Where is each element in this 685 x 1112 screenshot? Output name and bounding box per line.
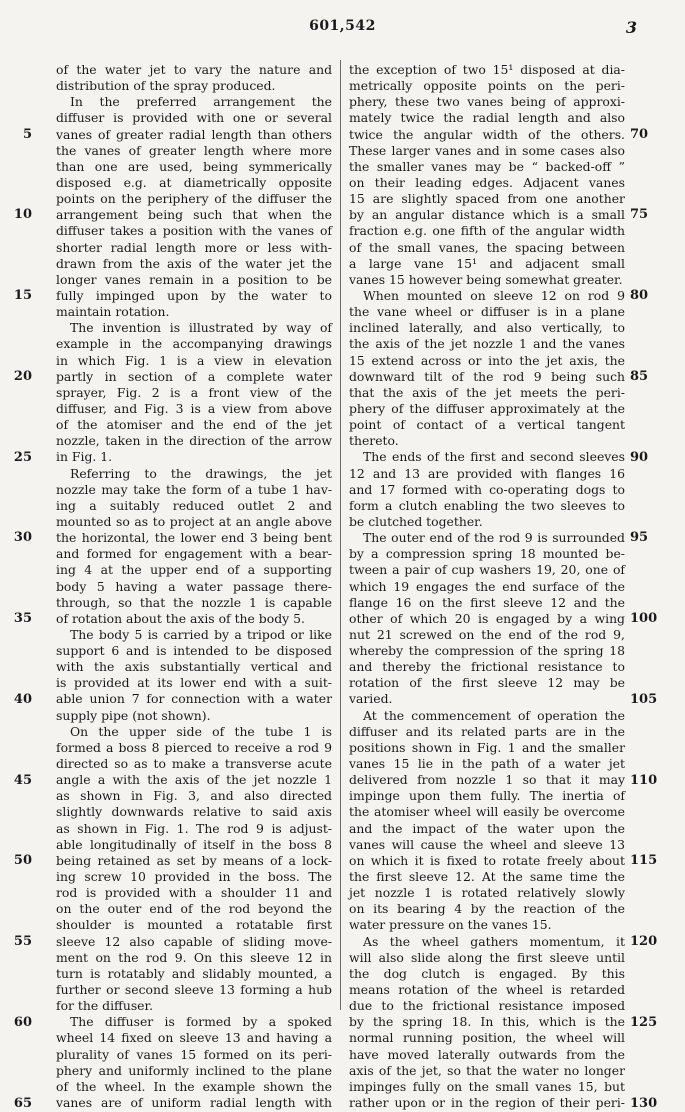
text-line: example in the accompanying drawings <box>56 336 332 352</box>
line-number: 5 <box>22 126 32 142</box>
text-line: diffuser is provided with one or several <box>56 110 332 126</box>
line-number: 40 <box>13 691 32 707</box>
text-line: further or second sleeve 13 forming a hub <box>56 982 332 998</box>
text-line: disposed e.g. at diametrically opposite <box>56 174 332 190</box>
text-line: sleeve 12 also capable of sliding move- <box>56 933 332 949</box>
text-line: ing 4 at the upper end of a supporting <box>56 562 332 578</box>
text-line: diffuser takes a position with the vanes of <box>56 223 332 239</box>
text-line: vanes are of uniform radial length with <box>56 1095 332 1110</box>
text-line: turn is rotatably and slidably mounted, a <box>56 965 332 981</box>
text-line: of the small vanes, the spacing between <box>349 239 625 255</box>
text-line: axis of the jet, so that the water no longer <box>349 1062 625 1078</box>
text-line: as shown in Fig. 3, and also directed <box>56 788 332 804</box>
text-line: The diffuser is formed by a spoked <box>70 1014 332 1030</box>
text-line: sprayer, Fig. 2 is a front view of the <box>56 384 332 400</box>
text-line: 15 are slightly spaced from one another <box>349 191 625 207</box>
right-text-column <box>349 62 625 1111</box>
text-line: diffuser and its related parts are in the <box>349 723 625 739</box>
text-line: means rotation of the wheel is retarded <box>349 982 625 998</box>
text-line: tween a pair of cup washers 19, 20, one of <box>349 562 625 578</box>
text-line: jet nozzle 1 is rotated relatively slowly <box>349 885 625 901</box>
line-number: 75 <box>630 207 649 223</box>
text-line: the smaller vanes may be “ backed-off ” <box>349 158 625 174</box>
text-line: The outer end of the rod 9 is surrounded <box>363 530 625 546</box>
line-number: 125 <box>630 1014 658 1030</box>
text-line: form a clutch enabling the two sleeves to <box>349 497 625 513</box>
text-line: which 19 engages the end surface of the <box>349 578 625 594</box>
text-line: whereby the compression of the spring 18 <box>349 643 625 659</box>
text-line: normal running position, the wheel will <box>349 1030 625 1046</box>
text-line: able union 7 for connection with a water <box>56 691 332 707</box>
text-line: on their leading edges. Adjacent vanes <box>349 174 625 190</box>
text-line: ment on the rod 9. On this sleeve 12 in <box>56 949 332 965</box>
text-line: formed a boss 8 pierced to receive a rod 9 <box>56 739 332 755</box>
text-line: drawn from the axis of the water jet the <box>56 255 332 271</box>
text-line: the vane wheel or diffuser is in a plane <box>349 304 625 320</box>
text-line: rod is provided with a shoulder 11 and <box>56 885 332 901</box>
text-line: being retained as set by means of a lock- <box>56 852 332 868</box>
text-line: ing screw 10 provided in the boss. The <box>56 869 332 885</box>
text-line: In the preferred arrangement the <box>70 94 332 110</box>
text-line: ing a suitably reduced outlet 2 and <box>56 497 332 513</box>
left-text-column <box>56 62 332 1111</box>
line-number: 65 <box>13 1095 32 1111</box>
text-line: as shown in Fig. 1. The rod 9 is adjust- <box>56 820 332 836</box>
text-line: the horizontal, the lower end 3 being bent <box>56 530 332 546</box>
line-number: 20 <box>13 368 32 384</box>
text-line: metrically opposite points on the peri- <box>349 78 625 94</box>
line-number: 30 <box>13 530 32 546</box>
text-line: that the axis of the jet meets the peri- <box>349 384 625 400</box>
text-line: the axis of the jet nozzle 1 and the vanes <box>349 336 625 352</box>
text-line: than one are used, being symmerically <box>56 158 332 174</box>
text-line: positions shown in Fig. 1 and the smaller <box>349 739 625 755</box>
line-number: 115 <box>630 853 658 869</box>
line-number: 35 <box>13 611 32 627</box>
line-number: 55 <box>13 934 32 950</box>
line-number: 90 <box>630 449 649 465</box>
line-number: 15 <box>13 288 32 304</box>
text-line: Referring to the drawings, the jet <box>70 465 332 481</box>
patent-number: 601,542 <box>309 18 376 34</box>
text-line: phery, these two vanes being of approxi- <box>349 94 625 110</box>
text-line: shoulder is mounted a rotatable first <box>56 917 332 933</box>
line-number: 60 <box>13 1014 32 1030</box>
text-line: for the diffuser. <box>56 998 154 1014</box>
text-line: be clutched together. <box>349 513 483 529</box>
text-line: At the commencement of operation the <box>363 707 625 723</box>
line-number: 130 <box>630 1095 658 1111</box>
text-line: directed so as to make a transverse acute <box>56 756 332 772</box>
line-number: 50 <box>13 853 32 869</box>
text-line: other of which 20 is engaged by a wing <box>349 610 625 626</box>
text-line: on the outer end of the rod beyond the <box>56 901 332 917</box>
text-line: fully impinged upon by the water to <box>56 287 332 303</box>
text-line: and thereby the frictional resistance to <box>349 659 625 675</box>
text-line: partly in section of a complete water <box>56 368 332 384</box>
text-line: plurality of vanes 15 formed on its peri- <box>56 1046 332 1062</box>
text-line: by an angular distance which is a small <box>349 207 625 223</box>
text-line: The invention is illustrated by way of <box>70 320 332 336</box>
text-line: and the impact of the water upon the <box>349 820 625 836</box>
text-line: delivered from nozzle 1 so that it may <box>349 772 625 788</box>
text-line: mounted so as to project at an angle above <box>56 513 332 529</box>
text-line: diffuser, and Fig. 3 is a view from above <box>56 400 332 416</box>
line-number: 110 <box>630 772 658 788</box>
text-line: support 6 and is intended to be disposed <box>56 643 332 659</box>
column-divider <box>340 60 341 1010</box>
text-line: of the atomiser and the end of the jet <box>56 417 332 433</box>
text-line: in which Fig. 1 is a view in elevation <box>56 352 332 368</box>
text-line: As the wheel gathers momentum, it <box>363 933 625 949</box>
text-line: body 5 having a water passage there- <box>56 578 332 594</box>
text-line: and formed for engagement with a bear- <box>56 546 332 562</box>
text-line: shorter radial length more or less with- <box>56 239 332 255</box>
text-line: On the upper side of the tube 1 is <box>70 723 332 739</box>
text-line: nut 21 screwed on the end of the rod 9, <box>349 626 625 642</box>
text-line: on which it is fixed to rotate freely about <box>349 852 625 868</box>
line-number: 25 <box>13 449 32 465</box>
text-line: the dog clutch is engaged. By this <box>349 965 625 981</box>
text-line: fraction e.g. one fifth of the angular width <box>349 223 625 239</box>
line-number: 80 <box>630 288 649 304</box>
text-line: maintain rotation. <box>56 304 170 320</box>
text-line: 12 and 13 are provided with flanges 16 <box>349 465 625 481</box>
text-line: thereto. <box>349 433 399 449</box>
line-number: 45 <box>13 772 32 788</box>
text-line: These larger vanes and in some cases also <box>349 142 625 158</box>
text-line: with the axis substantially vertical and <box>56 659 332 675</box>
text-line: vanes of greater radial length than others <box>56 126 332 142</box>
text-line: slightly downwards relative to said axis <box>56 804 332 820</box>
text-line: have moved laterally outwards from the <box>349 1046 625 1062</box>
text-line: rather upon or in the region of their peri- <box>349 1095 625 1110</box>
text-line: in Fig. 1. <box>56 449 113 465</box>
text-line: on its bearing 4 by the reaction of the <box>349 901 625 917</box>
text-line: vanes 15 lie in the path of a water jet <box>349 756 625 772</box>
text-line: vanes will cause the wheel and sleeve 13 <box>349 836 625 852</box>
text-line: supply pipe (not shown). <box>56 707 211 723</box>
text-line: the atomiser wheel will easily be overcome <box>349 804 625 820</box>
line-number: 95 <box>630 530 649 546</box>
line-number: 105 <box>630 691 658 707</box>
text-line: point of contact of a vertical tangent <box>349 417 625 433</box>
text-line: The body 5 is carried by a tripod or like <box>70 626 332 642</box>
text-line: 15 extend across or into the jet axis, the <box>349 352 625 368</box>
text-line: nozzle, taken in the direction of the arrow <box>56 433 332 449</box>
text-line: will also slide along the first sleeve until <box>349 949 625 965</box>
line-number: 100 <box>630 611 658 627</box>
text-line: When mounted on sleeve 12 on rod 9 <box>363 287 625 303</box>
text-line: points on the periphery of the diffuser the <box>56 191 332 207</box>
text-line: longer vanes remain in a position to be <box>56 271 332 287</box>
text-line: a large vane 15¹ and adjacent small <box>349 255 625 271</box>
text-line: phery and uniformly inclined to the plane <box>56 1062 332 1078</box>
text-line: through, so that the nozzle 1 is capable <box>56 594 332 610</box>
text-line: by the spring 18. In this, which is the <box>349 1014 625 1030</box>
text-line: vanes 15 however being somewhat greater. <box>349 271 623 287</box>
text-line: nozzle may take the form of a tube 1 hav- <box>56 481 332 497</box>
page-header <box>0 14 685 38</box>
line-number: 70 <box>630 126 649 142</box>
line-number: 10 <box>13 207 32 223</box>
text-line: is provided at its lower end with a suit- <box>56 675 332 691</box>
text-line: arrangement being such that when the <box>56 207 332 223</box>
text-line: impinges fully on the small vanes 15, but <box>349 1078 625 1094</box>
text-line: inclined laterally, and also vertically, to <box>349 320 625 336</box>
text-line: able longitudinally of itself in the boss 8 <box>56 836 332 852</box>
text-line: of rotation about the axis of the body 5. <box>56 610 305 626</box>
text-line: angle a with the axis of the jet nozzle 1 <box>56 772 332 788</box>
page-number: 3 <box>625 18 637 37</box>
text-line: the first sleeve 12. At the same time the <box>349 869 625 885</box>
text-line: due to the frictional resistance imposed <box>349 998 625 1014</box>
text-line: flange 16 on the first sleeve 12 and the <box>349 594 625 610</box>
text-line: The ends of the first and second sleeves <box>363 449 625 465</box>
text-line: twice the angular width of the others. <box>349 126 625 142</box>
text-line: wheel 14 fixed on sleeve 13 and having a <box>56 1030 332 1046</box>
text-line: and 17 formed with co-operating dogs to <box>349 481 625 497</box>
text-line: rotation of the first sleeve 12 may be <box>349 675 625 691</box>
line-number: 120 <box>630 934 658 950</box>
text-line: downward tilt of the rod 9 being such <box>349 368 625 384</box>
text-line: of the water jet to vary the nature and <box>56 62 332 77</box>
text-line: varied. <box>349 691 393 707</box>
text-line: impinge upon them fully. The inertia of <box>349 788 625 804</box>
text-line: phery of the diffuser approximately at the <box>349 400 625 416</box>
text-line: distribution of the spray produced. <box>56 78 276 94</box>
text-line: the vanes of greater length where more <box>56 142 332 158</box>
text-line: water pressure on the vanes 15. <box>349 917 552 933</box>
text-line: of the wheel. In the example shown the <box>56 1078 332 1094</box>
text-line: mately twice the radial length and also <box>349 110 625 126</box>
line-number: 85 <box>630 368 649 384</box>
text-line: the exception of two 15¹ disposed at dia- <box>349 62 625 77</box>
text-line: by a compression spring 18 mounted be- <box>349 546 625 562</box>
